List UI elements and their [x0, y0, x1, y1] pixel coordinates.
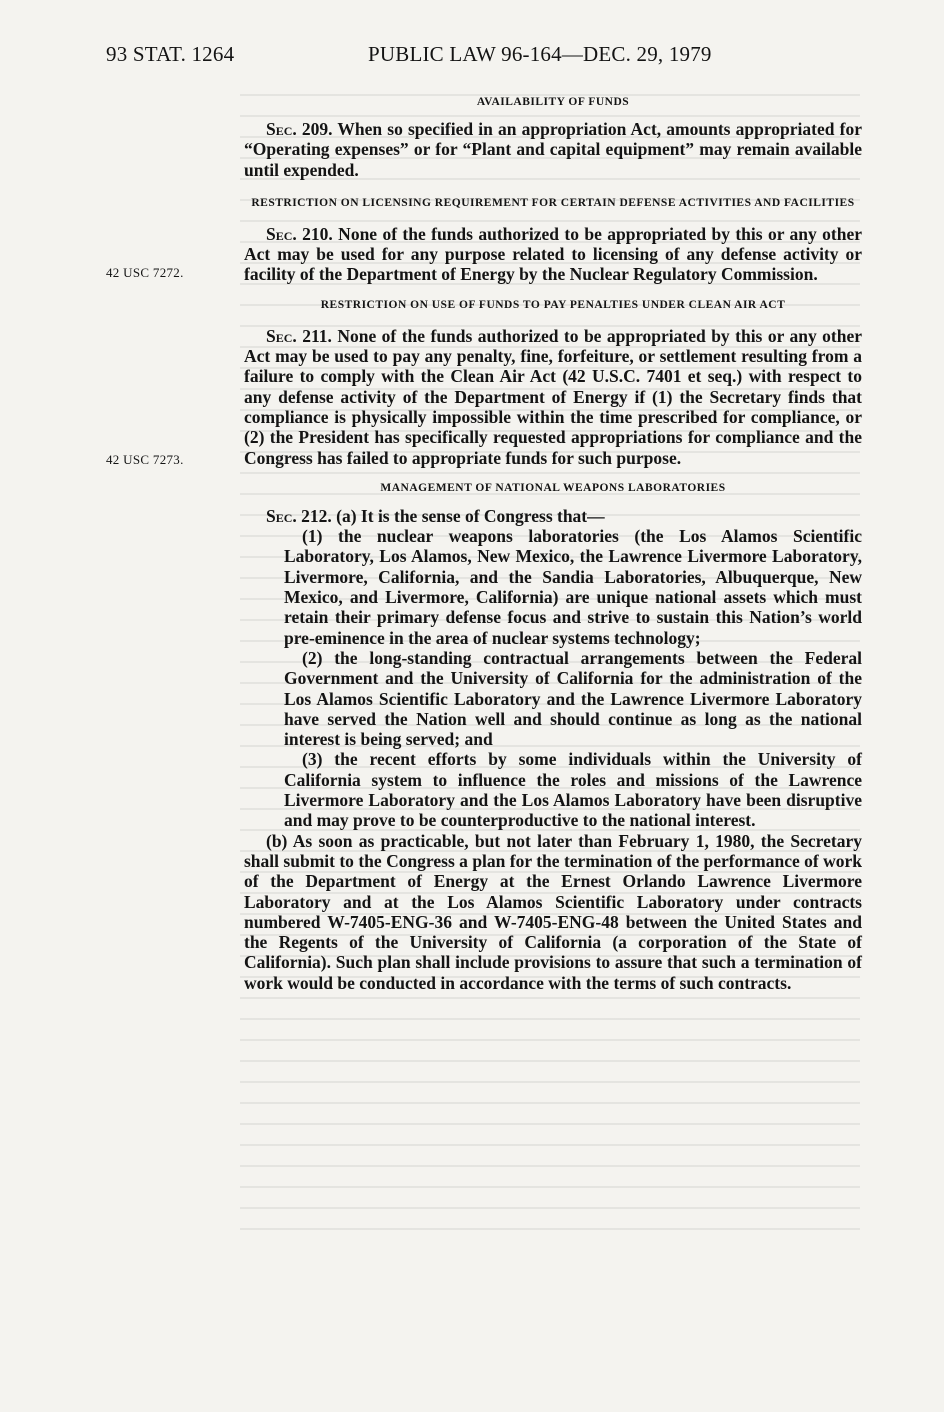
- body-text: [244, 93, 862, 993]
- section-label: Sec. 212.: [266, 505, 332, 526]
- section-text: None of the funds authorized to be appropriated by this or any other Act may be used for any purpose related to licensing of any defense activity or facility of the Department of Energy by the Nuclear Regulatory Commission.: [244, 223, 863, 285]
- section-label: Sec. 209.: [266, 119, 333, 139]
- list-item-2: (2) the long-standing contractual arrangements between the Federal Government and the University of California for the administration of the Los Alamos Scientific Laboratory and the Lawrence Livermore Laboratory have served the Nation well and should continue as long as the national interest is being served; and: [284, 647, 862, 750]
- section-209: [244, 119, 862, 180]
- section-label: Sec. 211.: [266, 325, 332, 346]
- section-label: Sec. 210.: [266, 223, 333, 244]
- section-210: [244, 224, 862, 285]
- section-text: None of the funds authorized to be appropriated by this or any other Act may be used to pay any penalty, fine, forfeiture, or settlement resulting from a failure to comply with the Clean Air Act (42 U.S.C. 7401 et seq.) with respect to any defense activity of the Department of Energy if (1) the Secretary finds that compliance is physically impossible within the time prescribed for compliance, or (2) the President has specifically requested appropriations for compliance and the Congress has failed to appropriate funds for such purpose.: [244, 325, 862, 468]
- section-text: (a) It is the sense of Congress that—: [331, 505, 605, 526]
- section-212-intro: [244, 506, 862, 526]
- list-item-3: (3) the recent efforts by some individuals within the University of California system to influence the roles and missions of the Lawrence Livermore Laboratory and the Los Alamos Laboratory have been disruptive and may prove to be counterproductive to the national interest.: [284, 749, 862, 831]
- heading-clean-air-act-restriction: RESTRICTION ON USE OF FUNDS TO PAY PENALTIES UNDER CLEAN AIR ACT: [320, 298, 786, 311]
- page-header: [106, 42, 746, 72]
- heading-availability-of-funds: AVAILABILITY OF FUNDS: [476, 96, 630, 108]
- heading-licensing-restriction: RESTRICTION ON LICENSING REQUIREMENT FOR CERTAIN DEFENSE ACTIVITIES AND FACILITIES: [251, 196, 855, 209]
- section-211: [244, 326, 862, 468]
- section-text: When so specified in an appropriation Act, amounts appropriated for “Operating expenses” or for “Plant and capital equipment” may remain available until expended.: [244, 119, 862, 180]
- margin-note-sec211: 42 USC 7273.: [106, 452, 184, 467]
- heading-weapons-laboratories: MANAGEMENT OF NATIONAL WEAPONS LABORATORIES: [380, 481, 726, 494]
- list-item-1: (1) the nuclear weapons laboratories (the Los Alamos Scientific Laboratory, Los Alamos, New Mexico, the Lawrence Livermore Laboratory, Livermore, California, and the Sandia Laboratories, Albuquerque, New Mexico, and Livermore, California) are unique national assets which must retain their primary defense focus and strive to sustain this Nation’s world pre-eminence in the area of nuclear systems technology;: [284, 526, 862, 648]
- margin-note-sec210: 42 USC 7272.: [106, 265, 184, 280]
- statute-page-number: 93 STAT. 1264: [106, 42, 235, 66]
- public-law-title: PUBLIC LAW 96-164—DEC. 29, 1979: [368, 42, 712, 66]
- section-212-paragraph-b: (b) As soon as practicable, but not later than February 1, 1980, the Secretary shall submit to the Congress a plan for the termination of the performance of work of the Department of Energy at the Ernest Orlando Lawrence Livermore Laboratory and at the Los Alamos Scientific Laboratory under contracts numbered W-7405-ENG-36 and W-7405-ENG-48 between the United States and the Regents of the University of California (a corporation of the State of California). Such plan shall include provisions to assure that such a termination of work would be conducted in accordance with the terms of such contracts.: [244, 830, 862, 993]
